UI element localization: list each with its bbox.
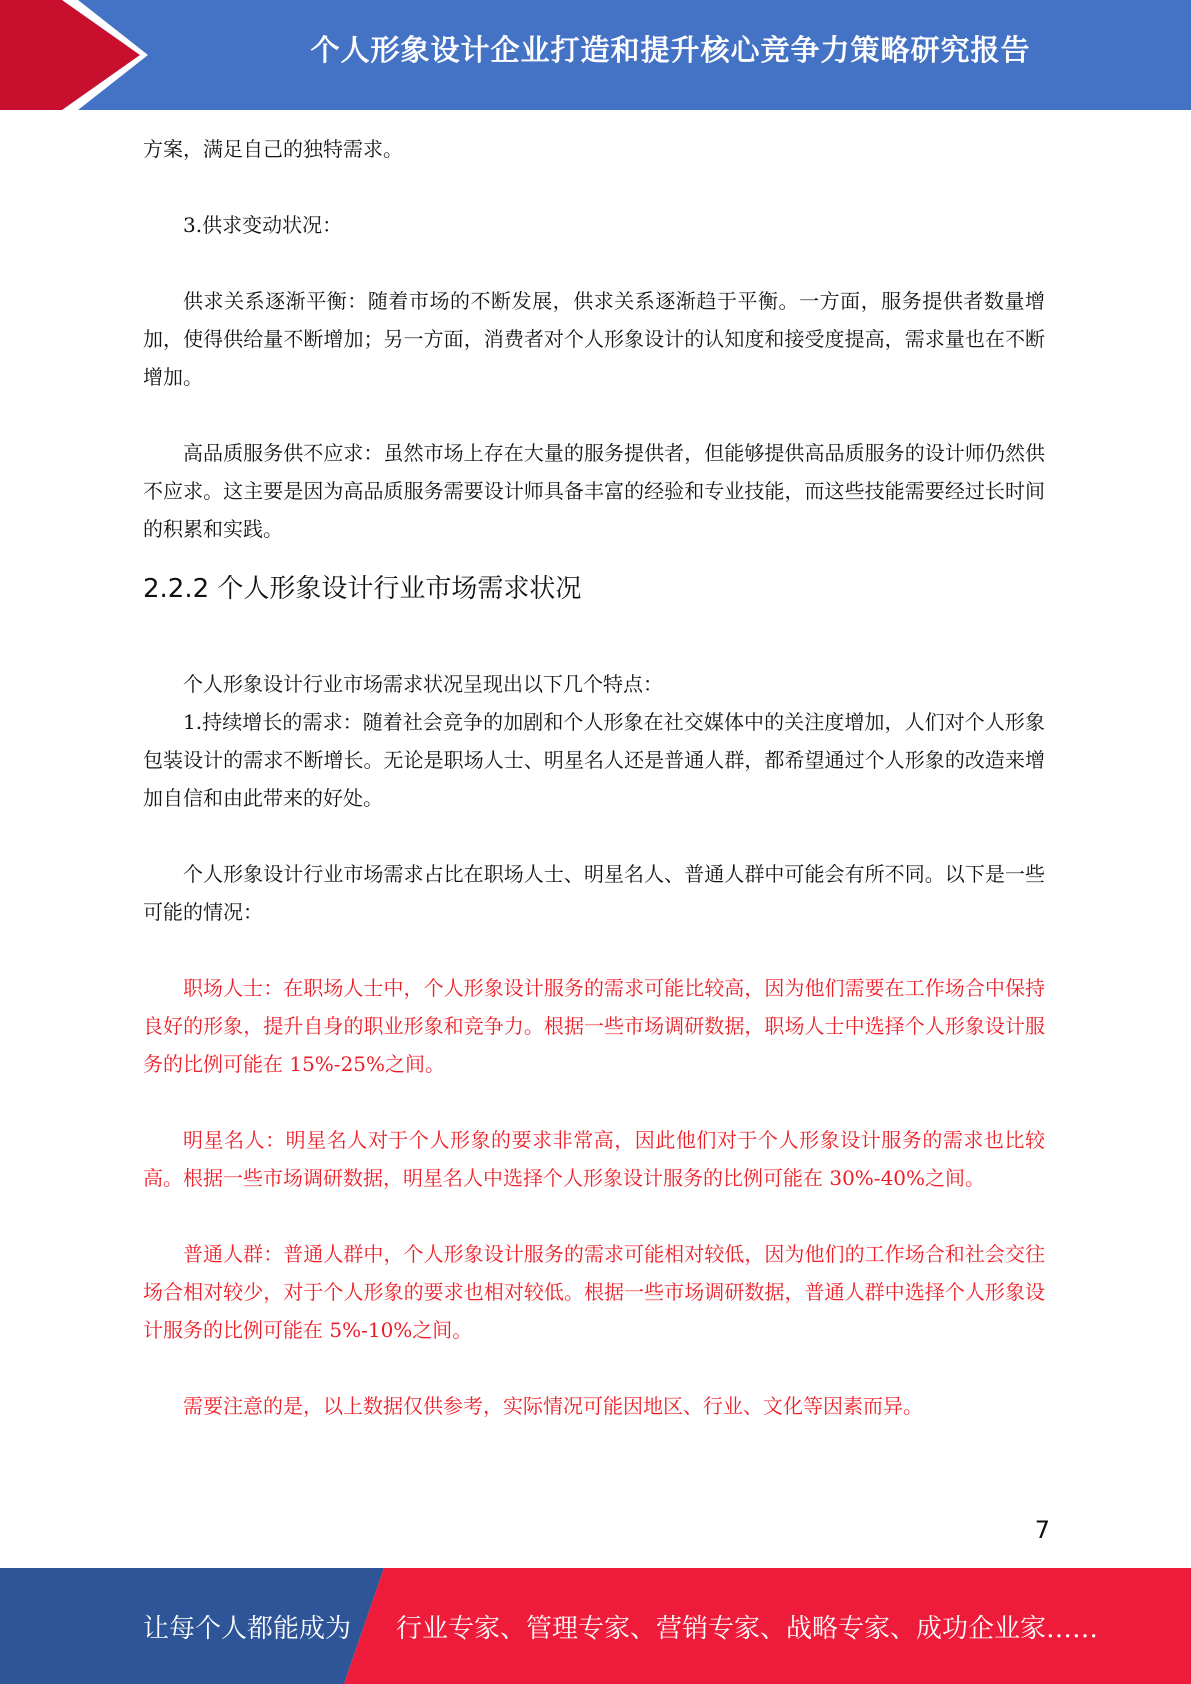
page-footer xyxy=(0,1568,1191,1684)
paragraph-general-public: 普通人群：普通人群中，个人形象设计服务的需求可能相对较低，因为他们的工作场合和社会交往场合相对较少，对于个人形象的要求也相对较低。根据一些市场调研数据，普通人群中选择个人形象设计服务的比例可能在 5%-10%之间。 xyxy=(143,1242,1045,1342)
page-number: 7 xyxy=(1034,1516,1050,1544)
paragraph-supply-balance: 供求关系逐渐平衡：随着市场的不断发展，供求关系逐渐趋于平衡。一方面，服务提供者数量增加，使得供给量不断增加；另一方面，消费者对个人形象设计的认知度和接受度提高，需求量也在不断增加。 xyxy=(143,289,1045,389)
page-header xyxy=(0,0,1191,110)
paragraph-professionals: 职场人士：在职场人士中，个人形象设计服务的需求可能比较高，因为他们需要在工作场合中保持良好的形象，提升自身的职业形象和竞争力。根据一些市场调研数据，职场人士中选择个人形象设计服务的比例可能在 15%-25%之间。 xyxy=(143,976,1045,1076)
report-title: 个人形象设计企业打造和提升核心竞争力策略研究报告 xyxy=(310,32,1031,67)
paragraph-continuation: 方案，满足自己的独特需求。 xyxy=(143,137,403,161)
paragraph-growing-demand: 1.持续增长的需求：随着社会竞争的加剧和个人形象在社交媒体中的关注度增加，人们对个人形象包装设计的需求不断增长。无论是职场人士、明星名人还是普通人群，都希望通过个人形象的改造来增加自信和由此带来的好处。 xyxy=(143,710,1045,810)
paragraph-intro: 个人形象设计行业市场需求状况呈现出以下几个特点： xyxy=(183,672,663,696)
footer-slogan-right: 行业专家、管理专家、营销专家、战略专家、成功企业家…… xyxy=(396,1613,1099,1644)
paragraph-celebrities: 明星名人：明星名人对于个人形象的要求非常高，因此他们对于个人形象设计服务的需求也比较高。根据一些市场调研数据，明星名人中选择个人形象设计服务的比例可能在 30%-40%之间。 xyxy=(143,1128,1045,1190)
header-red-chevron xyxy=(0,0,140,110)
main-content xyxy=(143,130,1045,1425)
paragraph-subheading: 3.供求变动状况： xyxy=(183,213,343,237)
section-heading: 2.2.2 个人形象设计行业市场需求状况 xyxy=(143,574,582,604)
paragraph-demand-share: 个人形象设计行业市场需求占比在职场人士、明星名人、普通人群中可能会有所不同。以下是一些可能的情况： xyxy=(143,862,1045,924)
footer-slogan-left: 让每个人都能成为 xyxy=(143,1613,352,1644)
paragraph-high-quality: 高品质服务供不应求：虽然市场上存在大量的服务提供者，但能够提供高品质服务的设计师仍然供不应求。这主要是因为高品质服务需要设计师具备丰富的经验和专业技能，而这些技能需要经过长时间的积累和实践。 xyxy=(143,441,1045,541)
paragraph-note: 需要注意的是，以上数据仅供参考，实际情况可能因地区、行业、文化等因素而异。 xyxy=(183,1394,923,1418)
